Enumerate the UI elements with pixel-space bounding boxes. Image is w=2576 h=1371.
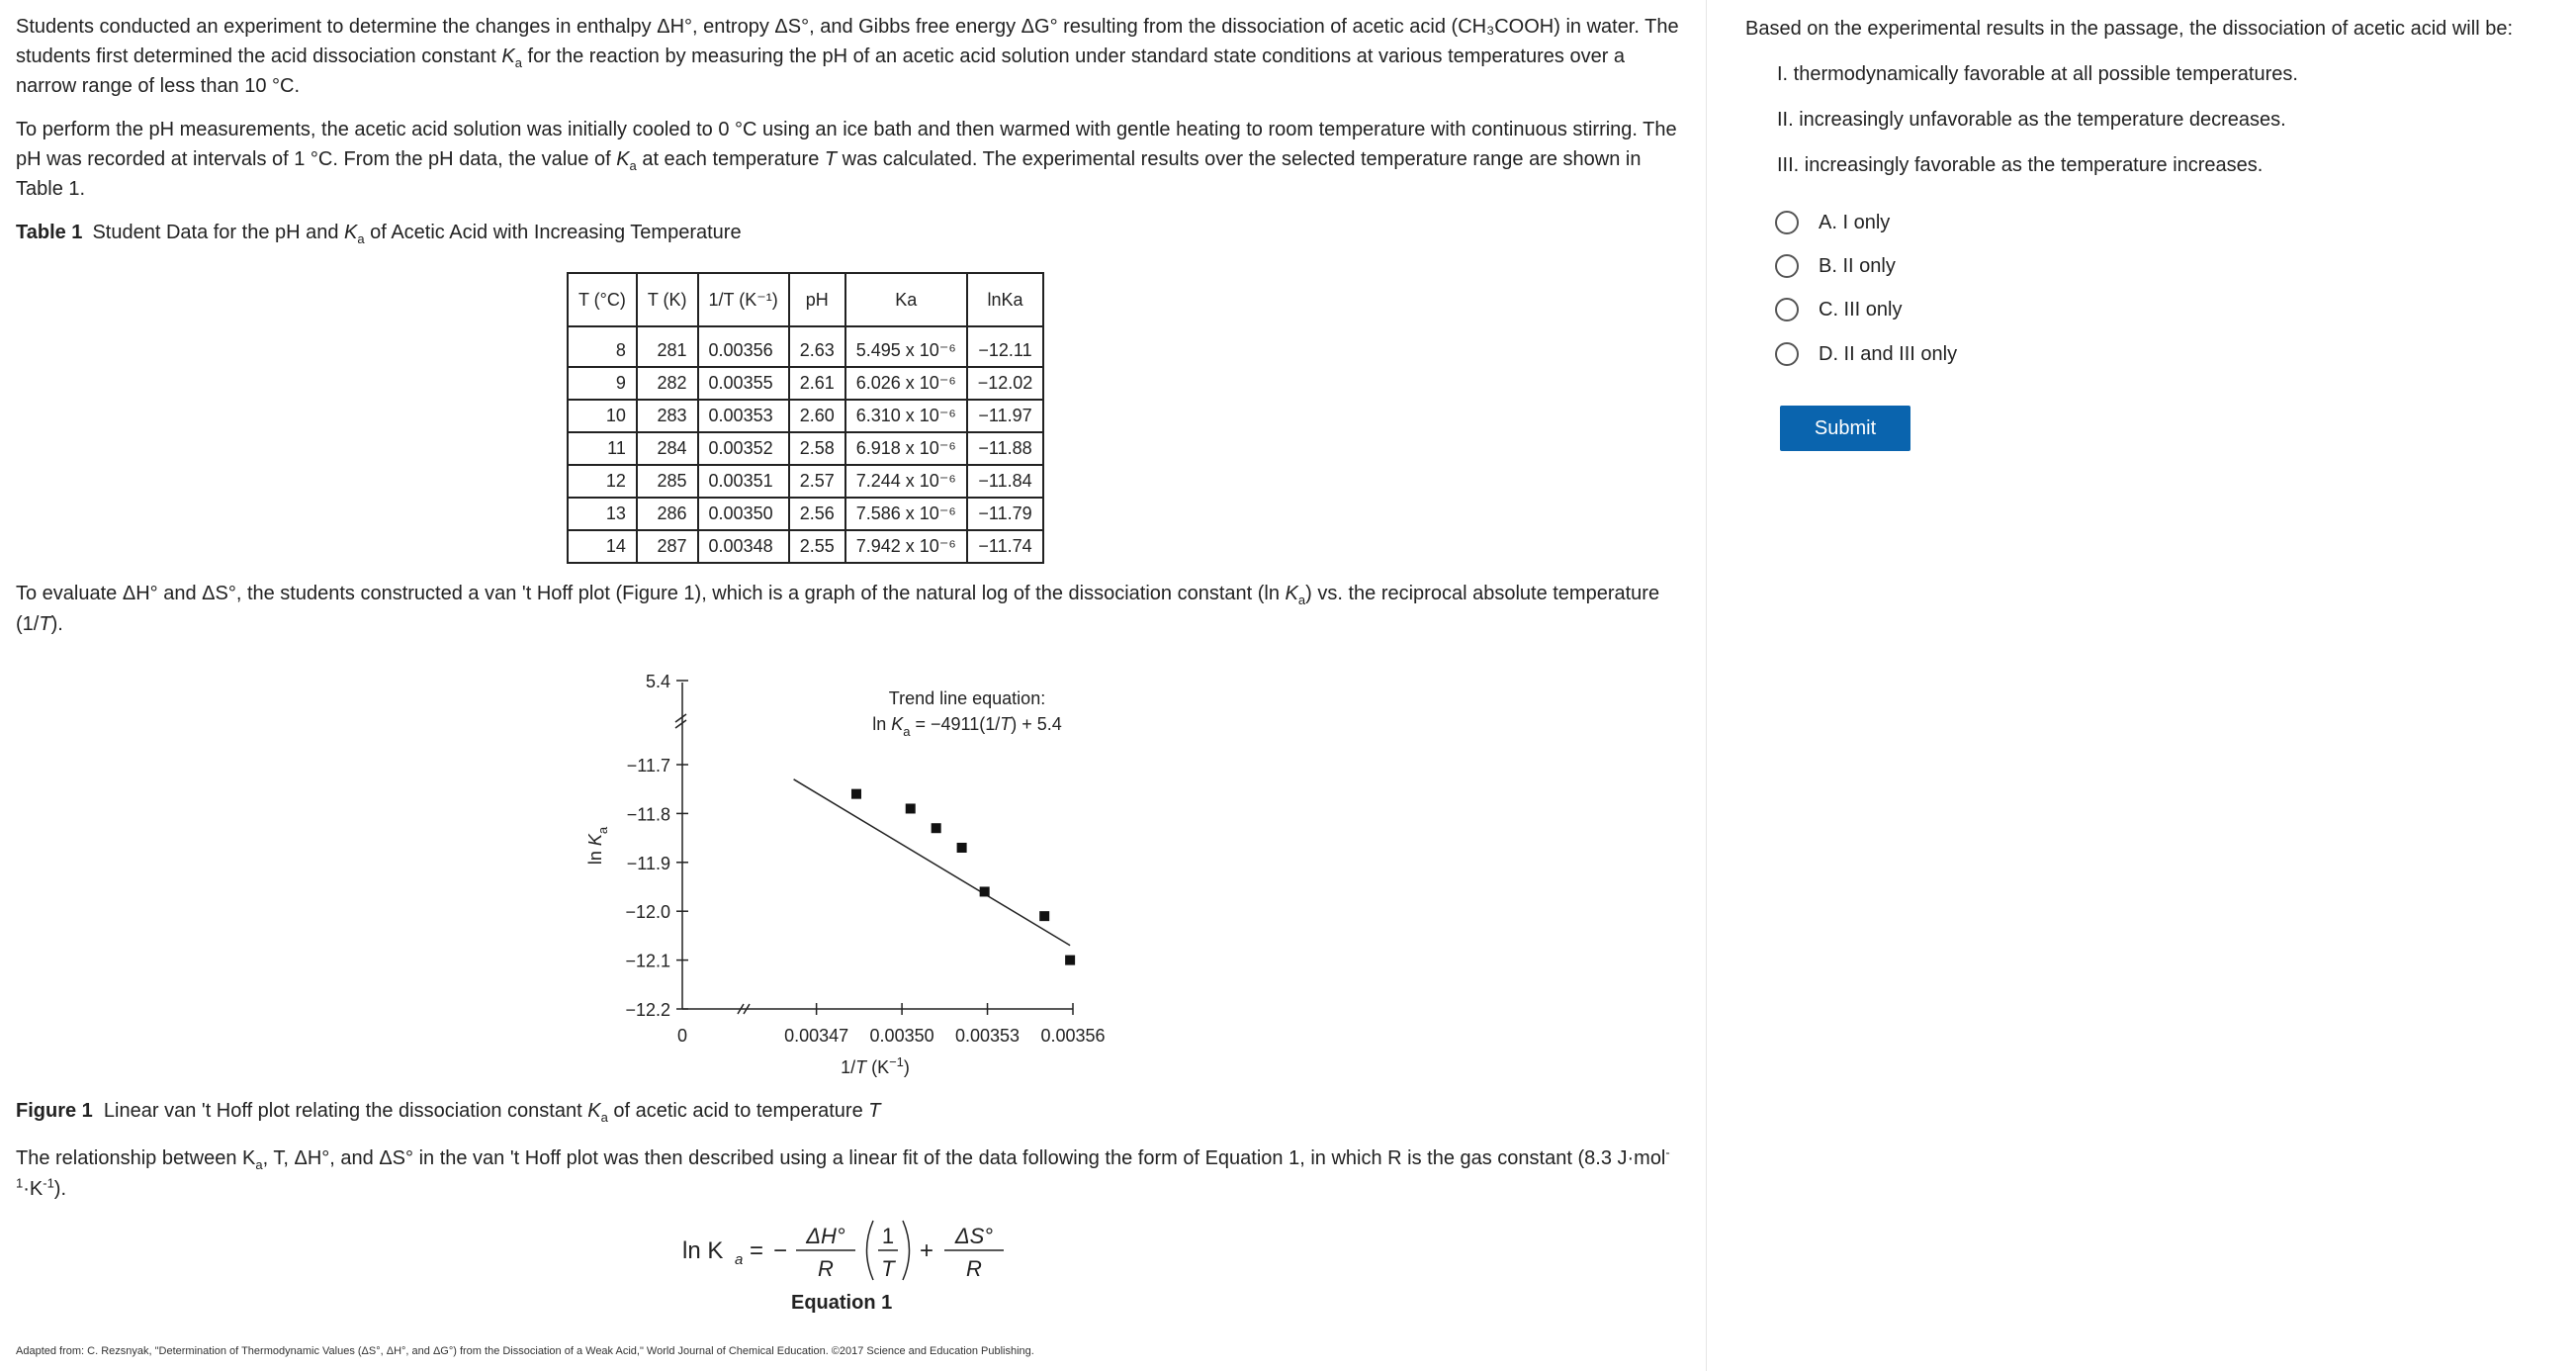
- passage-paragraph-4: The relationship between $K_a$, T, ΔH°, and ΔS° in the van 't Hoff plot was then described using a linear fit of the data following the form of Equation 1, in which R is the gas constant (8.3 $J\cdot mol^{-1}\cdot K^{-1}$).: [16, 1144, 1670, 1200]
- data-point: [1039, 911, 1049, 921]
- table-cell: 0.00356: [698, 326, 789, 367]
- y-tick-label: −11.8: [626, 804, 670, 825]
- data-point: [980, 886, 990, 896]
- equation-lhs-sub: a: [735, 1251, 744, 1268]
- table-cell: 2.56: [789, 498, 845, 530]
- data-point: [957, 843, 967, 853]
- table-header: Ka: [845, 273, 967, 326]
- passage-paragraph-3: To evaluate ΔH° and ΔS°, the students constructed a van 't Hoff plot (Figure 1), which is a graph of the natural log of the dissociation constant (ln $K_a$) vs. the reciprocal absolute temperature (1/T).: [16, 583, 1660, 635]
- table-cell: −11.79: [967, 498, 1044, 530]
- data-point: [1065, 956, 1075, 965]
- table-cell: 284: [637, 432, 698, 465]
- table-cell: 2.58: [789, 432, 845, 465]
- table-cell: 8: [568, 326, 637, 367]
- statement-1: I. thermodynamically favorable at all possible temperatures.: [1777, 63, 2298, 85]
- table-cell: −11.74: [967, 530, 1044, 563]
- option-label: B. II only: [1819, 254, 1896, 277]
- data-table: [567, 272, 1044, 564]
- minus-sign: −: [773, 1237, 788, 1264]
- numerator-one: 1: [881, 1224, 895, 1248]
- question-panel: [1745, 14, 2556, 196]
- table-row: [568, 530, 1043, 563]
- table-cell: 11: [568, 432, 637, 465]
- option-b[interactable]: [1775, 254, 1896, 278]
- table-header: lnKa: [967, 273, 1044, 326]
- y-axis-title: [585, 826, 610, 865]
- table-header: T (K): [637, 273, 698, 326]
- gas-constant-r: R: [966, 1256, 982, 1281]
- y-tick-label: −11.9: [626, 853, 670, 873]
- equation-lhs: ln K: [682, 1237, 724, 1264]
- x-tick-label: 0.00356: [1040, 1026, 1106, 1046]
- option-label: D. II and III only: [1819, 342, 1958, 365]
- table-cell: 282: [637, 367, 698, 400]
- data-point: [932, 823, 941, 833]
- source-citation: Adapted from: C. Rezsnyak, "Determination of Thermodynamic Values (ΔS°, ΔH°, and ΔG°) from the Dissociation of a Weak Acid," World Journal of Chemical Education. ©2017 Science and Education Publishing.: [16, 1345, 1034, 1357]
- equation-1: [672, 1209, 1028, 1288]
- column-divider: [1706, 0, 1707, 1371]
- table-row: [568, 400, 1043, 432]
- table-cell: 5.495 x 10⁻⁶: [845, 326, 967, 367]
- table-row: [568, 367, 1043, 400]
- table-cell: −11.97: [967, 400, 1044, 432]
- data-point: [906, 803, 916, 813]
- x-tick-label: 0.00350: [869, 1026, 934, 1046]
- equation-label: Equation 1: [791, 1292, 893, 1314]
- trend-label-line-1: Trend line equation:: [888, 688, 1046, 708]
- data-point: [851, 789, 861, 799]
- table-row: [568, 432, 1043, 465]
- temperature-t: T: [881, 1256, 895, 1281]
- x-axis-title: 1/T $(K^{-1})$: [841, 1054, 910, 1077]
- gas-constant-r: R: [818, 1256, 834, 1281]
- table-cell: 0.00355: [698, 367, 789, 400]
- option-label: A. I only: [1819, 211, 1891, 233]
- table-body: [568, 326, 1043, 563]
- trend-line: [794, 779, 1071, 946]
- table-cell: 13: [568, 498, 637, 530]
- statement-list: [1745, 59, 2556, 180]
- table-cell: 10: [568, 400, 637, 432]
- table-cell: 283: [637, 400, 698, 432]
- radio-button[interactable]: [1775, 254, 1799, 278]
- passage-paragraph-1: Students conducted an experiment to determine the changes in enthalpy ΔH°, entropy ΔS°, and Gibbs free energy ΔG° resulting from the dissociation of acetic acid (CH₃COOH) in water. The students first determined the acid dissociation constant $K_a$ for the reaction by measuring the pH of an acetic acid solution under standard state conditions at various temperatures over a narrow range of less than 10 °C.: [16, 16, 1679, 97]
- table-cell: −12.02: [967, 367, 1044, 400]
- table-cell: −11.88: [967, 432, 1044, 465]
- equals-sign: =: [750, 1237, 764, 1264]
- table-header: T (°C): [568, 273, 637, 326]
- table-cell: 14: [568, 530, 637, 563]
- option-d[interactable]: [1775, 342, 1957, 366]
- y-tick-label: −11.7: [626, 756, 670, 776]
- y-tick-label: −12.0: [625, 902, 670, 923]
- x-tick-label: 0.00347: [784, 1026, 849, 1046]
- delta-h: ΔH°: [806, 1224, 845, 1248]
- table-row: [568, 465, 1043, 498]
- y-tick-label: −12.1: [625, 951, 670, 971]
- table-cell: 0.00348: [698, 530, 789, 563]
- table-row: [568, 498, 1043, 530]
- table-cell: 287: [637, 530, 698, 563]
- option-c[interactable]: [1775, 298, 1902, 321]
- table-cell: 285: [637, 465, 698, 498]
- y-tick-label: −12.2: [625, 1000, 670, 1020]
- statement-2: II. increasingly unfavorable as the temperature decreases.: [1777, 109, 2286, 131]
- table-cell: 6.310 x 10⁻⁶: [845, 400, 967, 432]
- table-cell: 2.61: [789, 367, 845, 400]
- plus-sign: +: [920, 1237, 934, 1264]
- radio-button[interactable]: [1775, 211, 1799, 234]
- table-cell: 0.00351: [698, 465, 789, 498]
- table-header: 1/T (K⁻¹): [698, 273, 789, 326]
- table-cell: 7.244 x 10⁻⁶: [845, 465, 967, 498]
- radio-button[interactable]: [1775, 342, 1799, 366]
- statement-3: III. increasingly favorable as the temperature increases.: [1777, 154, 2264, 176]
- table-cell: 286: [637, 498, 698, 530]
- right-paren: [903, 1221, 910, 1280]
- table-cell: 2.55: [789, 530, 845, 563]
- x-tick-label: 0: [676, 1026, 688, 1046]
- table-cell: −11.84: [967, 465, 1044, 498]
- table-cell: 7.586 x 10⁻⁶: [845, 498, 967, 530]
- svg-text:ln Ka: $\ln K_a$: [585, 826, 610, 866]
- table-cell: 7.942 x 10⁻⁶: [845, 530, 967, 563]
- table-row: [568, 326, 1043, 367]
- table-cell: 2.63: [789, 326, 845, 367]
- radio-button[interactable]: [1775, 298, 1799, 321]
- table-cell: 0.00350: [698, 498, 789, 530]
- option-label: C. III only: [1819, 298, 1903, 320]
- option-a[interactable]: [1775, 211, 1890, 234]
- trend-label-line-2: $\ln K_a = -4911(1/T) + 5.4$: [872, 714, 1062, 739]
- table-cell: 0.00353: [698, 400, 789, 432]
- passage-paragraph-2: To perform the pH measurements, the acetic acid solution was initially cooled to 0 °C using an ice bath and then warmed with gentle heating to room temperature with continuous stirring. The pH was recorded at intervals of 1 °C. From the pH data, the value of $K_a$ at each temperature T was calculated. The experimental results over the selected temperature range are shown in Table 1.: [16, 119, 1677, 200]
- table-cell: −12.11: [967, 326, 1044, 367]
- table-cell: 0.00352: [698, 432, 789, 465]
- van-t-hoff-plot: [564, 653, 1117, 1088]
- left-paren: [867, 1221, 874, 1280]
- table-cell: 6.918 x 10⁻⁶: [845, 432, 967, 465]
- table-caption: Table 1 Student Data for the pH and $K_a$ of Acetic Acid with Increasing Temperature: [16, 222, 742, 246]
- table-cell: 2.57: [789, 465, 845, 498]
- submit-button[interactable]: Submit: [1780, 406, 1910, 451]
- figure-caption: Figure 1 Linear van 't Hoff plot relating the dissociation constant $K_a$ of acetic acid to temperature T: [16, 1100, 881, 1125]
- question-stem: Based on the experimental results in the passage, the dissociation of acetic acid will be:: [1745, 18, 2513, 40]
- delta-s: ΔS°: [954, 1224, 994, 1248]
- table-cell: 6.026 x 10⁻⁶: [845, 367, 967, 400]
- table-cell: 12: [568, 465, 637, 498]
- y-tick-label: 5.4: [645, 672, 670, 691]
- table-header: pH: [789, 273, 845, 326]
- table-cell: 9: [568, 367, 637, 400]
- x-tick-label: 0.00353: [955, 1026, 1021, 1046]
- table-cell: 281: [637, 326, 698, 367]
- table-cell: 2.60: [789, 400, 845, 432]
- passage: [16, 12, 1687, 247]
